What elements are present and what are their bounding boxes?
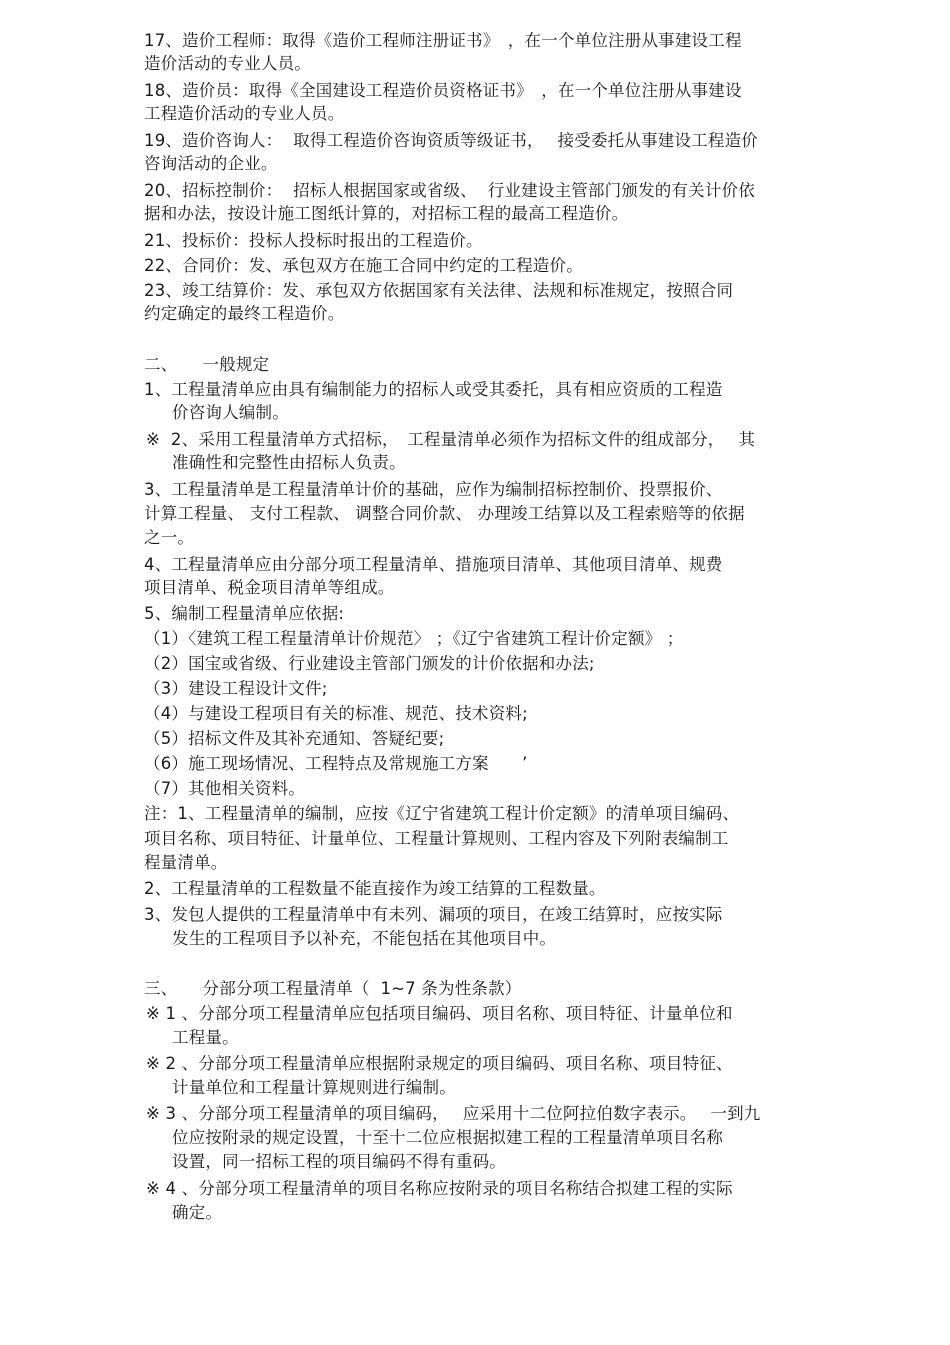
definition-22: 22、合同价：发、承包双方在施工合同中约定的工程造价。 xyxy=(144,256,583,275)
note-1-line3: 程量清单。 xyxy=(144,853,228,872)
definition-23-line1: 23、竣工结算价：发、承包双方依据国家有关法律、法规和标准规定，按照合同 xyxy=(144,281,734,300)
definition-19-line1: 19、造价咨询人： 取得工程造价咨询资质等级证书， 接受委托从事建设工程造价 xyxy=(144,131,758,150)
definition-20-line1: 20、招标控制价： 招标人根据国家或省级、 行业建设主管部门颁发的有关计价依 xyxy=(144,181,755,200)
general-item-4-line2: 项目清单、税金项目清单等组成。 xyxy=(144,578,395,597)
general-item-3-line1: 3、工程量清单是工程量清单计价的基础，应作为编制招标控制价、投票报价、 xyxy=(144,480,723,499)
section-heading-subitem: 三、 分部分项工程量清单（ 1~7 条为性条款） xyxy=(144,979,522,998)
general-item-4-line1: 4、工程量清单应由分部分项工程量清单、措施项目清单、其他项目清单、规费 xyxy=(144,555,723,574)
basis-item-6: （6）施工现场情况、工程特点及常规施工方案 ’ xyxy=(144,754,528,773)
section-heading-general: 二、 一般规定 xyxy=(144,355,270,374)
basis-item-7: （7）其他相关资料。 xyxy=(144,779,305,798)
general-item-1-line1: 1、工程量清单应由具有编制能力的招标人或受其委托，具有相应资质的工程造 xyxy=(144,380,723,399)
definition-19-line2: 咨询活动的企业。 xyxy=(144,154,278,173)
subitem-2-line2: 计量单位和工程量计算规则进行编制。 xyxy=(172,1078,456,1097)
note-2: 2、工程量清单的工程数量不能直接作为竣工结算的工程数量。 xyxy=(144,879,606,898)
subitem-1-line1: ※ 1 、分部分项工程量清单应包括项目编码、项目名称、项目特征、计量单位和 xyxy=(146,1004,733,1023)
subitem-4-line2: 确定。 xyxy=(172,1203,223,1222)
subitem-3-line2: 位应按附录的规定设置，十至十二位应根据拟建工程的工程量清单项目名称 xyxy=(172,1128,724,1147)
general-item-2-line2: 准确性和完整性由招标人负责。 xyxy=(172,453,406,472)
definition-17-line1: 17、造价工程师：取得《造价工程师注册证书》 ，在一个单位注册从事建设工程 xyxy=(144,31,742,50)
basis-item-5: （5）招标文件及其补充通知、答疑纪要; xyxy=(144,729,445,748)
definition-18-line1: 18、造价员：取得《全国建设工程造价员资格证书》 ，在一个单位注册从事建设 xyxy=(144,81,742,100)
definition-23-line2: 约定确定的最终工程造价。 xyxy=(144,304,345,323)
general-item-3-line3: 之一。 xyxy=(144,528,195,547)
note-1-line2: 项目名称、项目特征、计量单位、工程量计算规则、工程内容及下列附表编制工 xyxy=(144,829,729,848)
definition-17-line2: 造价活动的专业人员。 xyxy=(144,54,311,73)
subitem-3-line1: ※ 3 、分部分项工程量清单的项目编码， 应采用十二位阿拉伯数字表示。 一到九 xyxy=(146,1104,761,1123)
general-item-5: 5、编制工程量清单应依据: xyxy=(144,604,345,623)
note-3-line1: 3、发包人提供的工程量清单中有未列、漏项的项目，在竣工结算时，应按实际 xyxy=(144,905,723,924)
basis-item-1: （1）〈建筑工程工程量清单计价规范〉 ；《辽宁省建筑工程计价定额》 ； xyxy=(144,629,684,648)
subitem-1-line2: 工程量。 xyxy=(172,1028,239,1047)
basis-item-3: （3）建设工程设计文件; xyxy=(144,679,328,698)
basis-item-2: （2）国宝或省级、行业建设主管部门颁发的计价依据和办法; xyxy=(144,654,595,673)
definition-20-line2: 据和办法，按设计施工图纸计算的，对招标工程的最高工程造价。 xyxy=(144,204,629,223)
note-3-line2: 发生的工程项目予以补充，不能包括在其他项目中。 xyxy=(172,929,557,948)
subitem-2-line1: ※ 2 、分部分项工程量清单应根据附录规定的项目编码、项目名称、项目特征、 xyxy=(146,1054,733,1073)
general-item-2-line1: ※ 2、采用工程量清单方式招标， 工程量清单必须作为招标文件的组成部分， 其 xyxy=(146,430,756,449)
definition-18-line2: 工程造价活动的专业人员。 xyxy=(144,104,345,123)
subitem-4-line1: ※ 4 、分部分项工程量清单的项目名称应按附录的项目名称结合拟建工程的实际 xyxy=(146,1179,733,1198)
general-item-1-line2: 价咨询人编制。 xyxy=(172,403,289,422)
subitem-3-line3: 设置，同一招标工程的项目编码不得有重码。 xyxy=(172,1152,506,1171)
general-item-3-line2: 计算工程量、 支付工程款、 调整合同价款、 办理竣工结算以及工程索赔等的依据 xyxy=(144,504,745,523)
basis-item-4: （4）与建设工程项目有关的标准、规范、技术资料; xyxy=(144,704,528,723)
definition-21: 21、投标价：投标人投标时报出的工程造价。 xyxy=(144,231,483,250)
note-1-line1: 注：1、工程量清单的编制，应按《辽宁省建筑工程计价定额》的清单项目编码、 xyxy=(144,804,740,823)
